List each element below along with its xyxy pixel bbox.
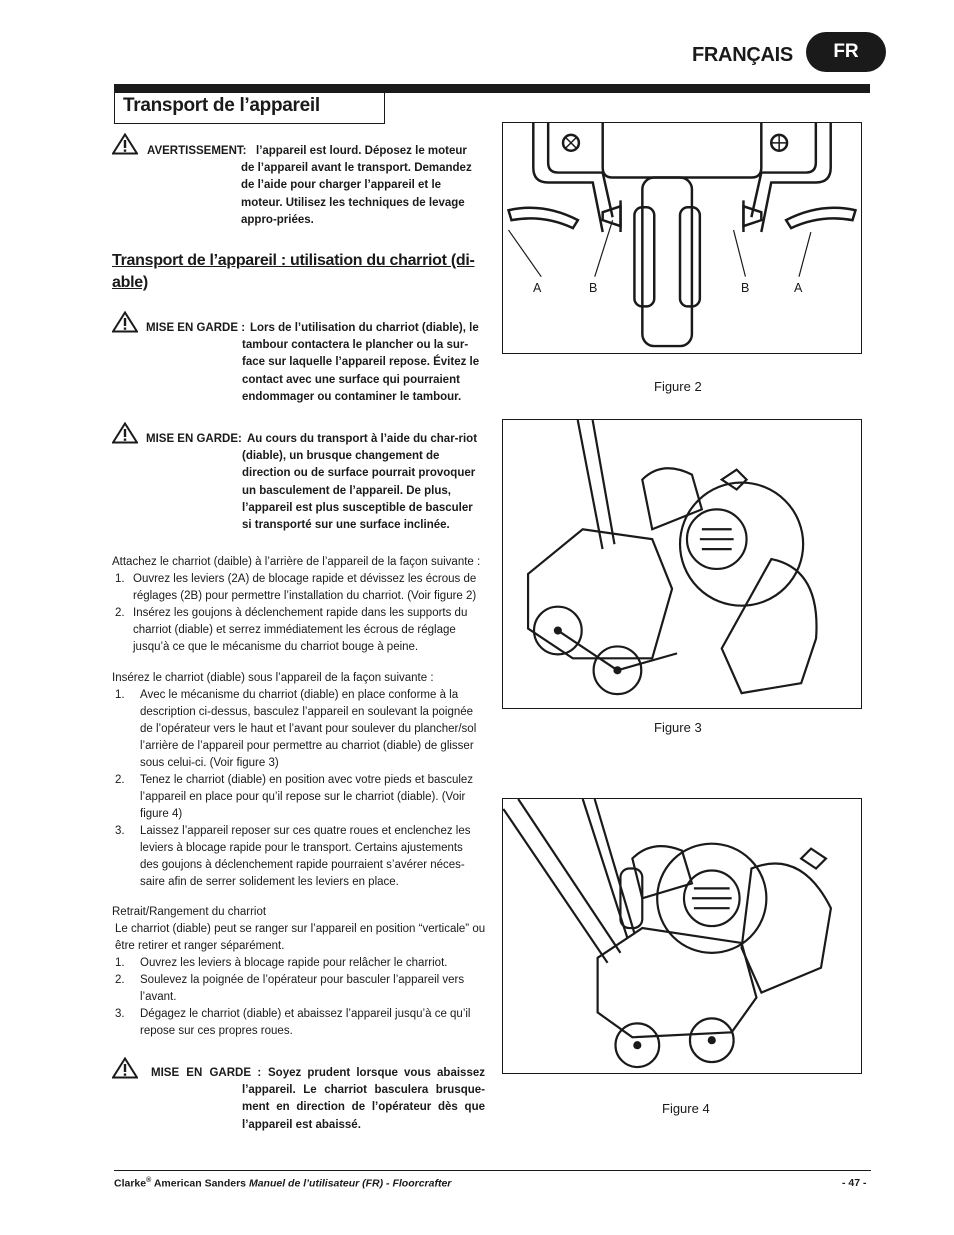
warning-note: AVERTISSEMENT: l’appareil est lourd. Déposez le moteur de l’appareil avant le transport. Demandez de l’aide pour charger l’appareil et le moteur. Utilisez les techniques de levage appro-priées.: [147, 143, 483, 233]
section-title: Transport de l’appareil: [114, 92, 385, 124]
footer-manual-title: Manuel de l’utilisateur (FR) - Floorcrafter: [248, 1177, 452, 1190]
page-number: - 47 -: [842, 1177, 867, 1189]
figure-3-drawing: [503, 420, 861, 708]
warning-icon: [112, 422, 138, 444]
figure-4-drawing: [503, 799, 861, 1073]
list-item: 1. Avec le mécanisme du charriot (diable) en place conforme à la description ci-dessus, basculez l’appareil en soulevant la poignée de l’opérateur vers le haut et l’avant pour soulever du plancher/sol l’arrière de l’appareil pour permettre au charriot (diable) de glisser sous celui-ci. (Voir figure 3): [115, 689, 477, 769]
warning-text: l’appareil est lourd. Déposez le moteur de l’appareil avant le transport. Demandez de l’aide pour charger l’appareil et le moteur. Utilisez les techniques de levage appro-priées.: [241, 145, 472, 226]
subsection-title: Transport de l’appareil : utilisation du charriot (di-able): [112, 252, 475, 291]
list-item: 1. Ouvrez les leviers (2A) de blocage rapide et dévissez les écrous de réglages (2B) pour permettre l’installation du charriot. (Voir figure 2): [115, 573, 477, 602]
insert-intro: Insérez le charriot (diable) sous l’appareil de la façon suivante :: [112, 672, 434, 684]
language-badge: FR: [806, 32, 886, 72]
figure-2-label-b: B: [589, 281, 598, 295]
caution-text: Lors de l’utilisation du charriot (diable), le tambour contactera le plancher ou la sur-face sur laquelle l’appareil repose. Évitez le contact avec une surface qui pourraient endommager ou contaminer le tambour.: [242, 322, 480, 403]
list-item: 1. Ouvrez les leviers à blocage rapide pour relâcher le charriot.: [115, 957, 448, 969]
list-item: 2. Tenez le charriot (diable) en position avec votre pieds et basculez l’appareil en place pour qu’il repose sur le charriot (diable). (Voir figure 4): [115, 774, 474, 820]
attach-intro: Attachez le charriot (daible) à l’arrière de l’appareil de la façon suivante :: [112, 556, 481, 568]
storage-title: Retrait/Rangement du charriot: [112, 906, 267, 918]
caution-label: MISE EN GARDE: [146, 433, 239, 445]
storage-steps: [115, 955, 483, 1040]
caution-text: Soyez prudent lorsque vous abaissez l’appareil. Le charriot basculera brusque-ment en direction de l’opérateur dès que l’appareil est abaissé.: [242, 1067, 485, 1131]
caution-note-3: MISE EN GARDE : Soyez prudent lorsque vous abaissez l’appareil. Le charriot basculera brusque-ment en direction de l’opérateur dès que l’appareil est abaissé.: [151, 1065, 485, 1137]
footer-company: American Sanders: [153, 1177, 247, 1190]
figure-2-caption: Figure 2: [654, 379, 702, 394]
storage-intro: Le charriot (diable) peut se ranger sur l’appareil en position “verticale” ou être retirer et ranger séparément.: [115, 923, 486, 952]
caution-label: MISE EN GARDE: [146, 322, 239, 334]
figure-2-label-b: B: [741, 281, 750, 295]
insert-steps: [115, 687, 480, 891]
warning-label: AVERTISSEMENT: [147, 145, 243, 157]
caution-note-2: MISE EN GARDE: Au cours du transport à l’aide du char-riot (diable), un brusque changement de direction ou de surface pourrait provoquer un basculement de l’appareil. De plus, l’appareil est plus susceptible de basculer si transporté sur une surface inclinée.: [146, 431, 484, 537]
language-heading: FRANÇAIS: [692, 44, 793, 66]
figure-2-label-a: A: [533, 281, 542, 295]
list-item: 2. Soulevez la poignée de l’opérateur pour basculer l’appareil vers l’avant.: [115, 974, 465, 1003]
list-item: 3. Laissez l’appareil reposer sur ces quatre roues et enclenchez les leviers à blocage rapide pour le transport. Certains ajustements des goujons à déclenchement rapide pourraient s’avérer néces-saire afin de serrer solidement les leviers en place.: [115, 825, 471, 888]
caution-text: Au cours du transport à l’aide du char-riot (diable), un brusque changement de direction ou de surface pourrait provoquer un basculement de l’appareil. De plus, l’appareil est plus susceptible de basculer si transporté sur une surface inclinée.: [242, 433, 478, 532]
caution-label: MISE EN GARDE: [151, 1067, 252, 1079]
warning-icon: [112, 1057, 138, 1079]
figure-3-caption: Figure 3: [654, 720, 702, 735]
figure-2-label-a: A: [794, 281, 803, 295]
caution-note-1: MISE EN GARDE : Lors de l’utilisation du charriot (diable), le tambour contactera le plancher ou la sur-face sur laquelle l’appareil repose. Évitez le contact avec une surface qui pourraient endommager ou contaminer le tambour.: [146, 320, 484, 410]
figure-4-caption: Figure 4: [662, 1101, 710, 1116]
figure-2-image: [502, 122, 862, 354]
warning-icon: [112, 311, 138, 333]
list-item: 2. Insérez les goujons à déclenchement rapide dans les supports du charriot (diable) et serrez immédiatement les écrous de réglage jusqu’à ce que le mécanisme du charriot bouge à peine.: [115, 607, 468, 653]
footer-brand: Clarke: [114, 1177, 147, 1190]
figure-2-drawing: [503, 123, 861, 353]
figure-4-image: [502, 798, 862, 1074]
attach-steps: [115, 571, 485, 656]
footer-rule: [114, 1170, 871, 1171]
footer-left: Clarke® American Sanders Manuel de l’utilisateur (FR) - Floorcrafter: [114, 1177, 452, 1190]
figure-3-image: [502, 419, 862, 709]
warning-icon: [112, 133, 138, 155]
list-item: 3. Dégagez le charriot (diable) et abaissez l’appareil jusqu’à ce qu’il repose sur ces propres roues.: [115, 1008, 471, 1037]
